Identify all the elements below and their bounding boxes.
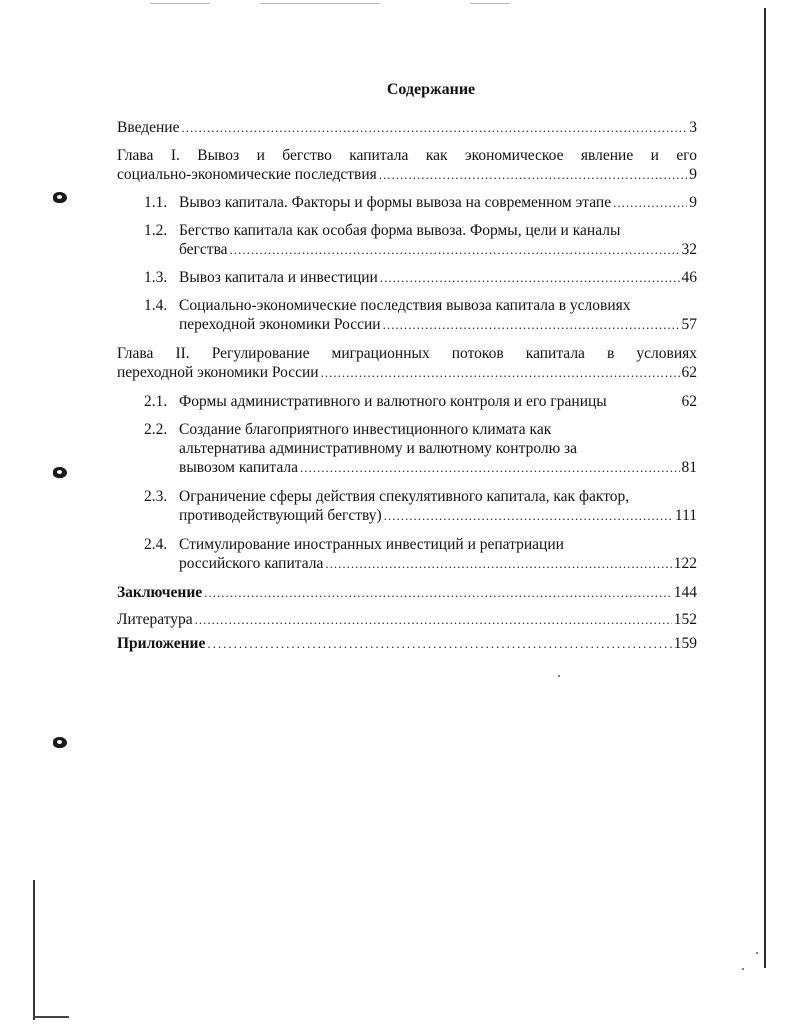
toc-section-number: 1.4. — [144, 297, 168, 314]
toc-leader-dots — [383, 315, 680, 334]
toc-entry-title-cont: переходной экономики России — [117, 364, 319, 381]
binding-hole-mark — [53, 192, 67, 203]
page-edge-right — [764, 8, 766, 968]
toc-entry-intro — [117, 118, 697, 137]
toc-entry-title: Литература — [117, 611, 193, 628]
toc-leader-dots — [379, 165, 687, 184]
toc-entry-title: Социально-экономические последствия вывоза капитала в условиях — [179, 297, 631, 314]
toc-entry-section-1-4 — [117, 296, 697, 334]
toc-entry-section-2-3 — [117, 487, 697, 525]
toc-entry-title: Заключение — [117, 584, 203, 601]
toc-entry-page: 32 — [681, 241, 697, 258]
toc-entry-title-cont: социально-экономические последствия — [117, 166, 377, 183]
toc-entry-section-2-1 — [117, 392, 697, 411]
toc-leader-dots — [325, 554, 671, 573]
toc-entry-title: Бегство капитала как особая форма вывоза. Формы, цели и каналы — [179, 222, 621, 239]
toc-leader-dots — [300, 458, 679, 477]
toc-section-number: 2.3. — [144, 488, 168, 505]
toc-entry-page: 57 — [681, 316, 697, 333]
toc-entry-appendix — [117, 634, 697, 653]
scan-artifact-line — [260, 3, 380, 4]
toc-leader-dots — [207, 634, 671, 653]
toc-entry-page: 9 — [689, 194, 697, 211]
toc-entry-title-cont: противодействующий бегству) — [179, 507, 382, 524]
toc-entry-page: 62 — [681, 364, 697, 381]
scan-speck — [558, 675, 560, 677]
toc-entry-title-cont: российского капитала — [179, 555, 324, 572]
toc-leader-dots — [230, 240, 680, 259]
toc-entry-title: Стимулирование иностранных инвестиций и репатриации — [179, 536, 564, 553]
toc-entry-title-cont: бегства — [179, 241, 228, 258]
toc-entry-page: 152 — [673, 611, 697, 628]
toc-entry-section-2-2 — [117, 420, 697, 477]
toc-entry-page: 159 — [673, 635, 697, 652]
toc-leader-dots — [321, 363, 680, 382]
toc-section-number: 2.2. — [144, 421, 168, 438]
toc-section-number: 1.1. — [144, 194, 168, 211]
toc-entry-title: Вывоз капитала. Факторы и формы вывоза на современном этапе — [179, 194, 612, 211]
binding-hole-mark — [53, 737, 67, 748]
page-title: Содержание — [386, 81, 476, 98]
toc-leader-dots — [613, 193, 687, 212]
toc-entry-page: 111 — [674, 507, 697, 524]
toc-entry-section-1-3 — [117, 268, 697, 287]
toc-entry-section-1-2 — [117, 221, 697, 259]
scan-speck — [742, 968, 744, 970]
toc-entry-title-cont: альтернатива административному и валютному контролю за — [179, 440, 578, 457]
toc-leader-dots — [380, 268, 680, 287]
toc-leader-dots — [181, 118, 687, 137]
toc-entry-conclusion — [117, 583, 697, 602]
toc-entry-page: 46 — [681, 269, 697, 286]
toc-entry-title: Создание благоприятного инвестиционного климата как — [179, 421, 552, 438]
toc-entry-title: Приложение — [117, 635, 206, 652]
toc-entry-page: 3 — [689, 119, 697, 136]
toc-leader-dots — [204, 583, 672, 602]
toc-entry-section-2-4 — [117, 535, 697, 573]
toc-entry-title: Глава II. Регулирование миграционных потоков капитала в условиях — [117, 345, 697, 362]
toc-entry-title: Вывоз капитала и инвестиции — [179, 269, 378, 286]
toc-leader-dots — [195, 610, 672, 629]
toc-section-number: 2.1. — [144, 393, 168, 410]
toc-entry-section-1-1 — [117, 193, 697, 212]
toc-entry-page: 81 — [681, 459, 697, 476]
binding-hole-mark — [53, 467, 67, 478]
toc-entry-title: Ограничение сферы действия спекулятивного капитала, как фактор, — [179, 488, 630, 505]
page-edge-bottom — [33, 1016, 69, 1018]
toc-section-number: 2.4. — [144, 536, 168, 553]
scan-artifact-line — [470, 3, 510, 4]
toc-section-number: 1.2. — [144, 222, 168, 239]
toc-entry-title: Введение — [117, 119, 180, 136]
scan-artifact-line — [150, 3, 210, 4]
toc-entry-title-cont: вывозом капитала — [179, 459, 299, 476]
toc-entry-page: 62 — [681, 393, 697, 410]
toc-entry-page: 144 — [673, 584, 697, 601]
toc-entry-title-cont: переходной экономики России — [179, 316, 381, 333]
toc-entry-title: Глава I. Вывоз и бегство капитала как экономическое явление и его — [117, 147, 697, 164]
toc-entry-chapter-1 — [117, 146, 697, 184]
toc-entry-page: 122 — [673, 555, 697, 572]
toc-leader-dots — [384, 506, 673, 525]
toc-entry-literature — [117, 610, 697, 629]
page-edge-left — [33, 880, 35, 1020]
toc-entry-title: Формы административного и валютного контроля и его границы — [179, 393, 607, 410]
toc-section-number: 1.3. — [144, 269, 168, 286]
toc-entry-page: 9 — [689, 166, 697, 183]
toc-entry-chapter-2 — [117, 344, 697, 382]
scan-speck — [756, 952, 758, 954]
